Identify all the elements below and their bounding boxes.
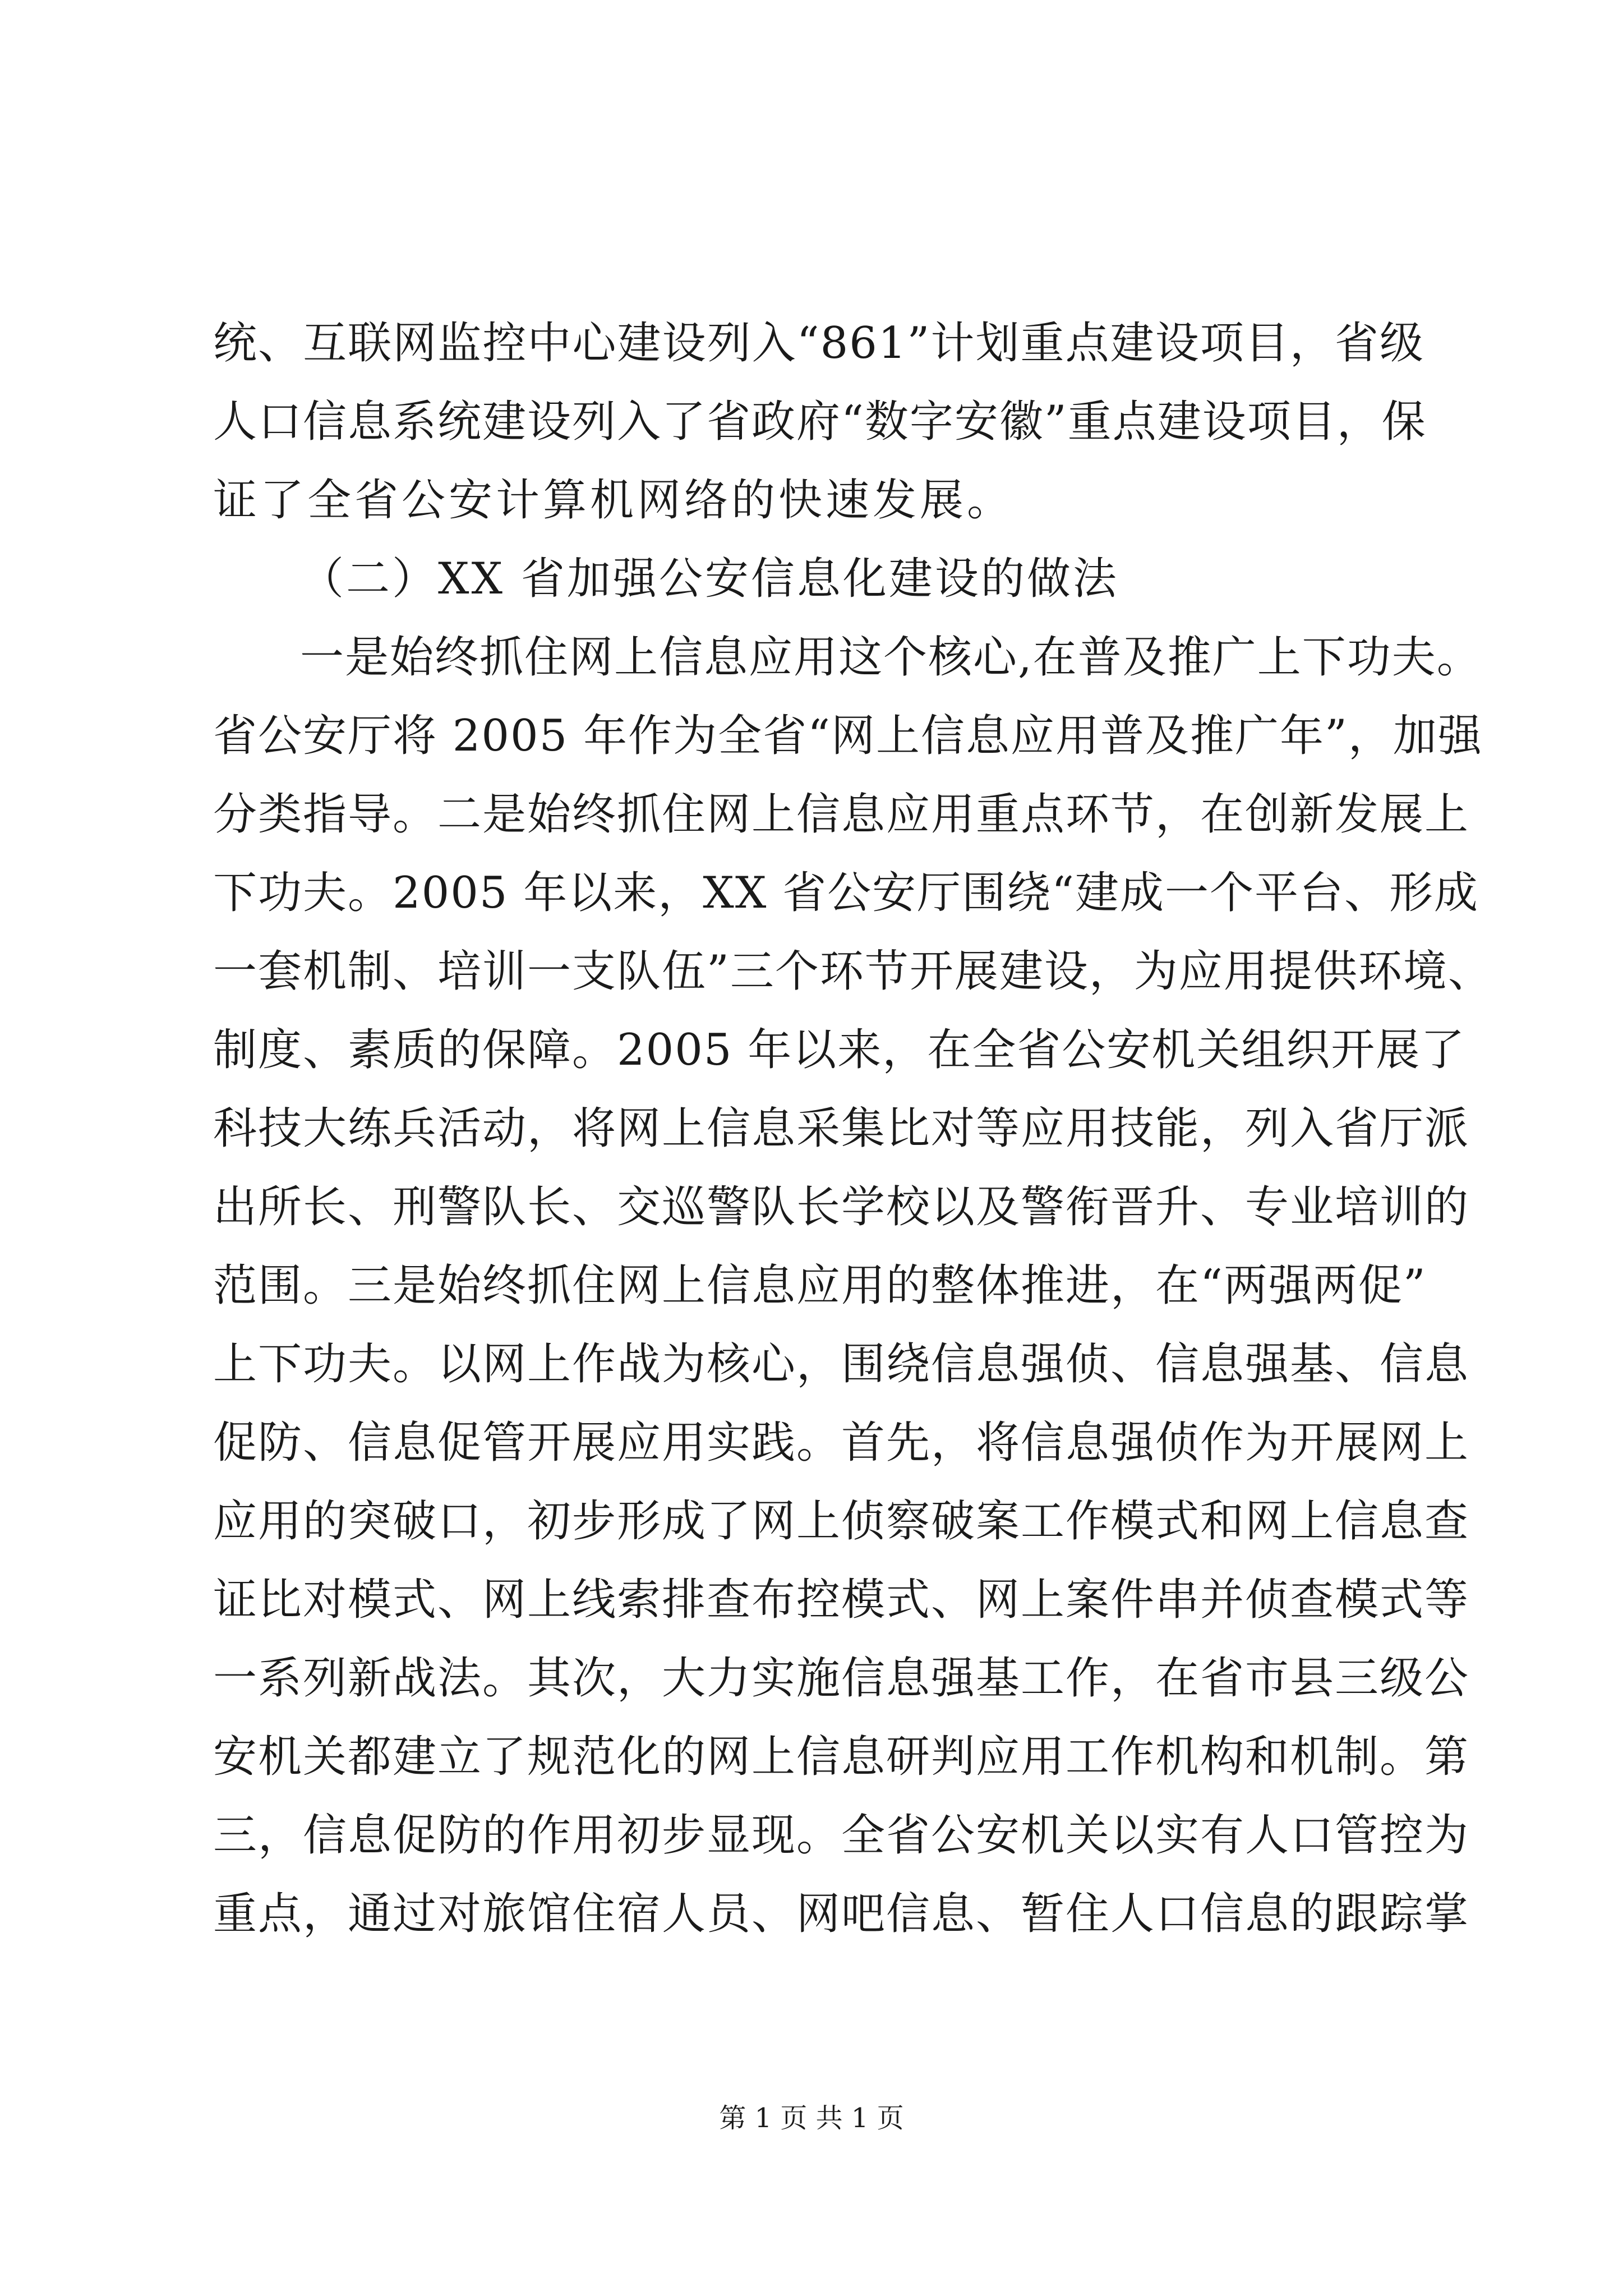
text-line: 重点，通过对旅馆住宿人员、网吧信息、暂住人口信息的跟踪掌	[213, 1889, 1470, 1939]
text-line: 一套机制、培训一支队伍”三个环节开展建设，为应用提供环境、	[213, 946, 1493, 997]
text-line: 分类指导。二是始终抓住网上信息应用重点环节，在创新发展上	[213, 789, 1470, 840]
text-line: 应用的突破口，初步形成了网上侦察破案工作模式和网上信息查	[213, 1496, 1470, 1547]
text-line: 人口信息系统建设列入了省政府“数字安徽”重点建设项目，保	[213, 397, 1427, 447]
text-line: 范围。三是始终抓住网上信息应用的整体推进，在“两强两促”	[213, 1260, 1427, 1311]
text-line: 促防、信息促管开展应用实践。首先，将信息强侦作为开展网上	[213, 1418, 1470, 1468]
text-line: 安机关都建立了规范化的网上信息研判应用工作机构和机制。第	[213, 1732, 1470, 1782]
page-footer: 第 1 页 共 1 页	[719, 2102, 904, 2134]
text-line: 三，信息促防的作用初步显现。全省公安机关以实有人口管控为	[213, 1810, 1470, 1861]
text-line: 一是始终抓住网上信息应用这个核心,在普及推广上下功夫。	[300, 632, 1482, 683]
text-line: 证比对模式、网上线索排查布控模式、网上案件串并侦查模式等	[213, 1575, 1470, 1625]
text-line: 证了全省公安计算机网络的快速发展。	[213, 475, 1015, 526]
text-line: 省公安厅将 2005 年作为全省“网上信息应用普及推广年”，加强	[213, 711, 1483, 761]
text-line: 上下功夫。以网上作战为核心，围绕信息强侦、信息强基、信息	[213, 1339, 1470, 1389]
text-line: 统、互联网监控中心建设列入“861”计划重点建设项目，省级	[213, 318, 1424, 369]
text-line: 一系列新战法。其次，大力实施信息强基工作，在省市县三级公	[213, 1653, 1470, 1704]
text-line: 制度、素质的保障。2005 年以来，在全省公安机关组织开展了	[213, 1025, 1466, 1075]
text-line: 出所长、刑警队长、交巡警队长学校以及警衔晋升、专业培训的	[213, 1182, 1470, 1232]
text-line: 科技大练兵活动，将网上信息采集比对等应用技能，列入省厅派	[213, 1103, 1470, 1154]
section-heading: （二）XX 省加强公安信息化建设的做法	[300, 554, 1119, 604]
text-line: 下功夫。2005 年以来，XX 省公安厅围绕“建成一个平台、形成	[213, 868, 1479, 918]
